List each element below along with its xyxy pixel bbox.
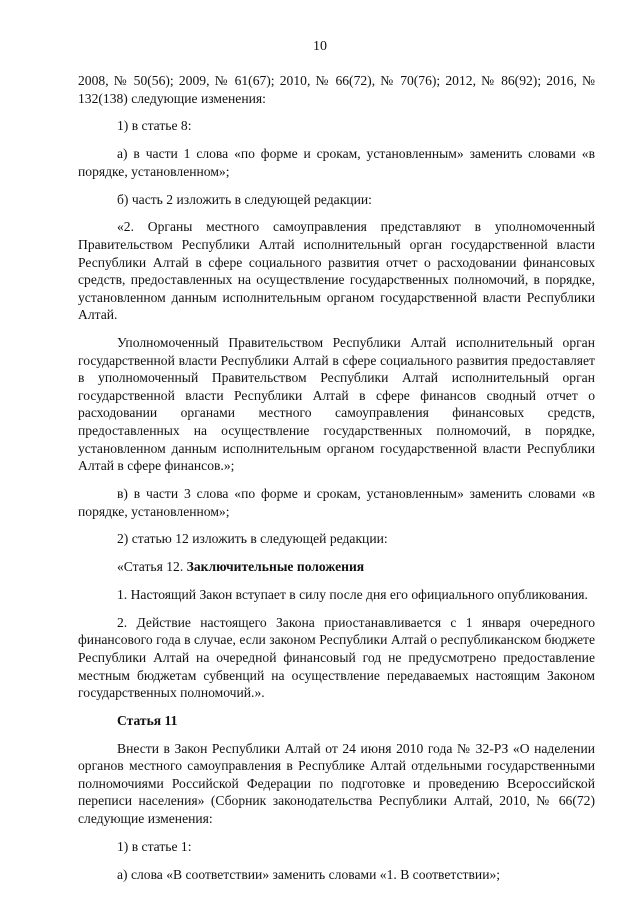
paragraph-intro-continuation: 2008, № 50(56); 2009, № 61(67); 2010, № 66(72), № 70(76); 2012, № 86(92); 2016, № 132(138) следующие изменения: — [78, 73, 595, 106]
page-number: 10 — [313, 39, 327, 54]
paragraph-item-2-article-12: 2) статью 12 изложить в следующей редакции: — [117, 531, 388, 547]
paragraph-suspension: 2. Действие настоящего Закона приостанавливается с 1 января очередного финансового года в случае, если законом Республики Алтай о республиканском бюджете Республики Алтай на очередной финансовый год не предусмотрено предоставление местным бюджетам субвенций на осуществление передаваемых настоящим Законом государственных полномочий.». — [78, 614, 595, 701]
article-12-heading — [78, 558, 595, 576]
paragraph-authorized-body: Уполномоченный Правительством Республики Алтай исполнительный орган государственной власти Республики Алтай в сфере социального развития предоставляет в уполномоченный Правительством Республики Алтай исполнительный орган государственной власти Республики Алтай в сфере финансов сводный отчет о расходовании органами местного самоуправления финансовых средств, предоставленных на осуществление государственных полномочий, в порядке, установленном данным исполнительным органом государственной власти Республики Алтай в сфере финансов.»; — [78, 335, 595, 474]
article-12-prefix: «Статья 12. — [117, 559, 187, 575]
article-11-heading: Статья 11 — [117, 712, 178, 728]
paragraph-item-1-article-1: 1) в статье 1: — [117, 838, 192, 854]
article-12-title: Заключительные положения — [186, 559, 365, 575]
paragraph-part-2-text: «2. Органы местного самоуправления представляют в уполномоченный Правительством Республики Алтай исполнительный орган государственной власти Республики Алтай в сфере социального развития отчет о расходовании финансовых средств, предоставленных на осуществление государственных полномочий, в порядке, установленном данным исполнительным органом государственной власти Республики Алтай. — [78, 219, 595, 323]
paragraph-item-v: в) в части 3 слова «по форме и срокам, установленным» заменить словами «в порядке, установленном»; — [78, 486, 595, 519]
document-body — [78, 72, 595, 893]
paragraph-entry-into-force: 1. Настоящий Закон вступает в силу после дня его официального опубликования. — [117, 586, 588, 602]
paragraph-item-1-article-8: 1) в статье 8: — [117, 118, 192, 134]
paragraph-amend-law: Внести в Закон Республики Алтай от 24 июня 2010 года № 32-РЗ «О наделении органов местного самоуправления в Республике Алтай отдельными государственными полномочиями Российской Федерации по подготовке и проведению Всероссийской переписи населения» (Сборник законодательства Республики Алтай, 2010, № 66(72) следующие изменения: — [78, 740, 595, 827]
paragraph-item-a-article-1: а) слова «В соответствии» заменить словами «1. В соответствии»; — [117, 866, 501, 882]
paragraph-item-a: а) в части 1 слова «по форме и срокам, установленным» заменить словами «в порядке, установленном»; — [78, 146, 595, 179]
paragraph-item-b: б) часть 2 изложить в следующей редакции: — [117, 191, 372, 207]
